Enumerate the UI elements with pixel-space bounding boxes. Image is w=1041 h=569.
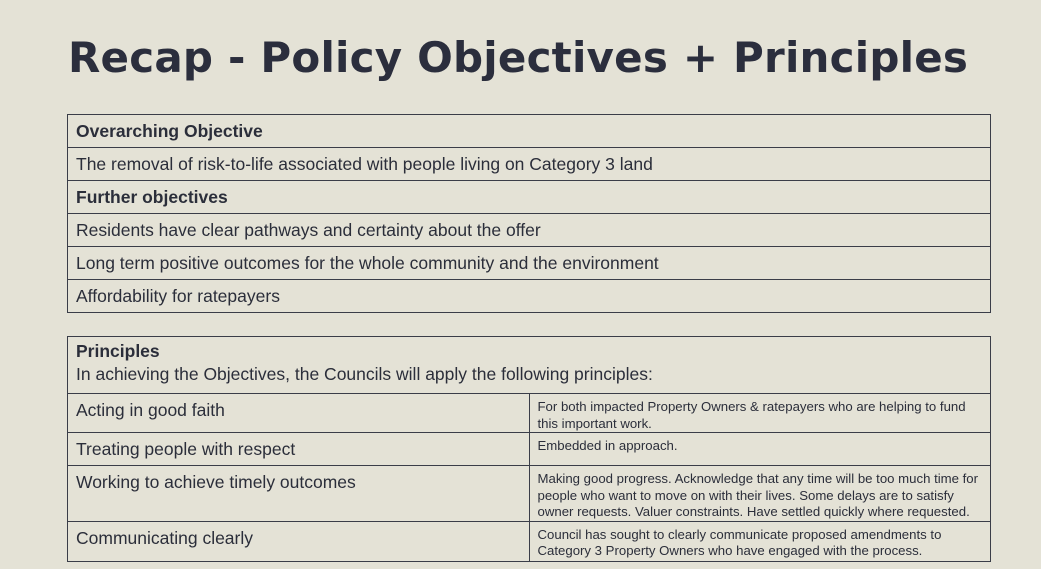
table-row [68, 337, 991, 394]
further-objective-item: Long term positive outcomes for the whole community and the environment [68, 247, 991, 280]
principle-name: Working to achieve timely outcomes [68, 466, 530, 522]
table-row [68, 280, 991, 313]
further-objective-item: Residents have clear pathways and certainty about the offer [68, 214, 991, 247]
table-row [68, 148, 991, 181]
principle-name: Acting in good faith [68, 394, 530, 433]
table-row [68, 214, 991, 247]
objectives-table [67, 114, 991, 313]
principle-name: Treating people with respect [68, 433, 530, 466]
overarching-objective-heading: Overarching Objective [68, 115, 991, 148]
further-objectives-heading: Further objectives [68, 181, 991, 214]
table-row [68, 466, 991, 522]
principle-description: Embedded in approach. [529, 433, 991, 466]
table-row [68, 181, 991, 214]
principles-header-cell [68, 337, 991, 394]
slide-title: Recap - Policy Objectives + Principles [68, 33, 969, 82]
principles-intro: In achieving the Objectives, the Councils will apply the following principles: [76, 364, 653, 384]
principle-description: Council has sought to clearly communicate proposed amendments to Category 3 Property Owners who have engaged with the process. [529, 521, 991, 561]
table-row [68, 247, 991, 280]
table-row [68, 394, 991, 433]
table-row [68, 433, 991, 466]
further-objective-item: Affordability for ratepayers [68, 280, 991, 313]
principles-heading: Principles [76, 341, 160, 361]
principle-name: Communicating clearly [68, 521, 530, 561]
principle-description: Making good progress. Acknowledge that any time will be too much time for people who want to move on with their lives. Some delays are to satisfy owner requests. Valuer constraints. Have settled quickly where requested. [529, 466, 991, 522]
principle-description: For both impacted Property Owners & ratepayers who are helping to fund this important work. [529, 394, 991, 433]
overarching-objective-text: The removal of risk-to-life associated with people living on Category 3 land [68, 148, 991, 181]
principles-table [67, 336, 991, 562]
table-row [68, 115, 991, 148]
table-row [68, 521, 991, 561]
